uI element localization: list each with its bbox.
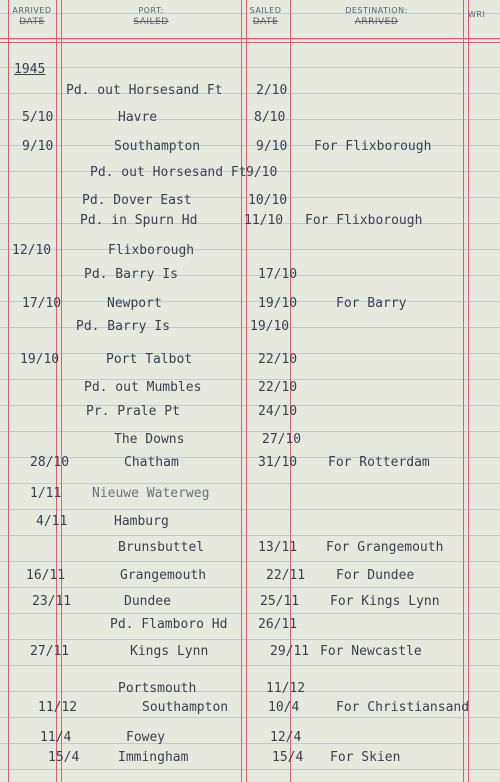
header-label: ARRIVED [354, 17, 399, 27]
port-name: Chatham [124, 455, 179, 470]
destination: For Dundee [336, 568, 415, 583]
arrived-date: 28/10 [30, 455, 70, 470]
header-label: SAILED [133, 17, 169, 27]
arrived-date: 17/10 [22, 296, 62, 311]
sailed-date: 31/10 [258, 455, 298, 470]
column-divider [468, 0, 469, 782]
port-name: Havre [118, 110, 158, 125]
arrived-date: 9/10 [22, 139, 54, 154]
header-label: ARRIVED [12, 6, 52, 15]
port-name: Newport [107, 296, 162, 311]
port-name: Port Talbot [106, 352, 193, 367]
destination: For Kings Lynn [330, 594, 440, 609]
sailed-date: 26/11 [258, 617, 298, 632]
header-destination [290, 6, 463, 27]
port-name: Southampton [142, 700, 229, 715]
sailed-date: 9/10 [246, 165, 278, 180]
sailed-date: 22/10 [258, 380, 298, 395]
port-name: Brunsbuttel [118, 540, 205, 555]
destination: For Flixborough [314, 139, 432, 154]
sailed-date: 25/11 [260, 594, 300, 609]
column-divider [56, 0, 57, 782]
port-name: Pd. out Horsesand Ft [66, 83, 223, 98]
sailed-date: 27/10 [262, 432, 302, 447]
port-name: Grangemouth [120, 568, 207, 583]
arrived-date: 11/4 [40, 730, 72, 745]
port-name: Portsmouth [118, 681, 197, 696]
sailed-date: 8/10 [254, 110, 286, 125]
year-label: 1945 [14, 62, 46, 77]
destination: For Grangemouth [326, 540, 444, 555]
port-name: Flixborough [108, 243, 195, 258]
header-label: DATE [19, 17, 45, 27]
port-name: Pr. Prale Pt [86, 404, 180, 419]
sailed-date: 2/10 [256, 83, 288, 98]
arrived-date: 1/11 [30, 486, 62, 501]
sailed-date: 19/10 [250, 319, 290, 334]
header-label: DESTINATION: [345, 6, 408, 15]
destination: For Christiansand [336, 700, 470, 715]
arrived-date: 23/11 [32, 594, 72, 609]
header-arrived-date [8, 6, 56, 27]
destination: For Rotterdam [328, 455, 430, 470]
column-divider [241, 0, 242, 782]
port-name: Immingham [118, 750, 189, 765]
arrived-date: 11/12 [38, 700, 78, 715]
destination: For Newcastle [320, 644, 422, 659]
destination: For Flixborough [305, 213, 423, 228]
port-name: Pd. Barry Is [76, 319, 170, 334]
sailed-date: 11/12 [266, 681, 306, 696]
sailed-date: 24/10 [258, 404, 298, 419]
port-name: Nieuwe Waterweg [92, 486, 210, 501]
sailed-date: 19/10 [258, 296, 298, 311]
arrived-date: 4/11 [36, 514, 68, 529]
header-rule [0, 38, 500, 39]
destination: For Barry [336, 296, 407, 311]
sailed-date: 22/10 [258, 352, 298, 367]
port-name: Pd. out Mumbles [84, 380, 202, 395]
port-name: Pd. Dover East [82, 193, 192, 208]
column-divider [246, 0, 247, 782]
margin-line [8, 0, 9, 782]
sailed-date: 10/4 [268, 700, 300, 715]
port-name: Fowey [126, 730, 166, 745]
arrived-date: 15/4 [48, 750, 80, 765]
arrived-date: 5/10 [22, 110, 54, 125]
port-name: Southampton [114, 139, 201, 154]
port-name: Dundee [124, 594, 171, 609]
header-label: PORT: [138, 6, 164, 15]
sailed-date: 15/4 [272, 750, 304, 765]
sailed-date: 11/10 [244, 213, 284, 228]
sailed-date: 13/11 [258, 540, 298, 555]
destination: For Skien [330, 750, 401, 765]
column-divider [463, 0, 464, 782]
sailed-date: 17/10 [258, 267, 298, 282]
header-label: SAILED [249, 6, 282, 15]
port-name: Pd. out Horsesand Ft [90, 165, 247, 180]
arrived-date: 19/10 [20, 352, 60, 367]
port-name: Hamburg [114, 514, 169, 529]
header-rule [0, 42, 500, 43]
sailed-date: 22/11 [266, 568, 306, 583]
header-wri [468, 10, 500, 19]
header-port [61, 6, 241, 27]
arrived-date: 12/10 [12, 243, 52, 258]
port-name: The Downs [114, 432, 185, 447]
port-name: Pd. in Spurn Hd [80, 213, 198, 228]
port-name: Pd. Barry Is [84, 267, 178, 282]
sailed-date: 10/10 [248, 193, 288, 208]
header-label: WRI [468, 10, 486, 19]
sailed-date: 29/11 [270, 644, 310, 659]
arrived-date: 27/11 [30, 644, 70, 659]
port-name: Pd. Flamboro Hd [110, 617, 228, 632]
header-sailed-date [241, 6, 290, 27]
port-name: Kings Lynn [130, 644, 209, 659]
column-divider [61, 0, 62, 782]
header-label: DATE [252, 17, 279, 27]
arrived-date: 16/11 [26, 568, 66, 583]
sailed-date: 12/4 [270, 730, 302, 745]
sailed-date: 9/10 [256, 139, 288, 154]
